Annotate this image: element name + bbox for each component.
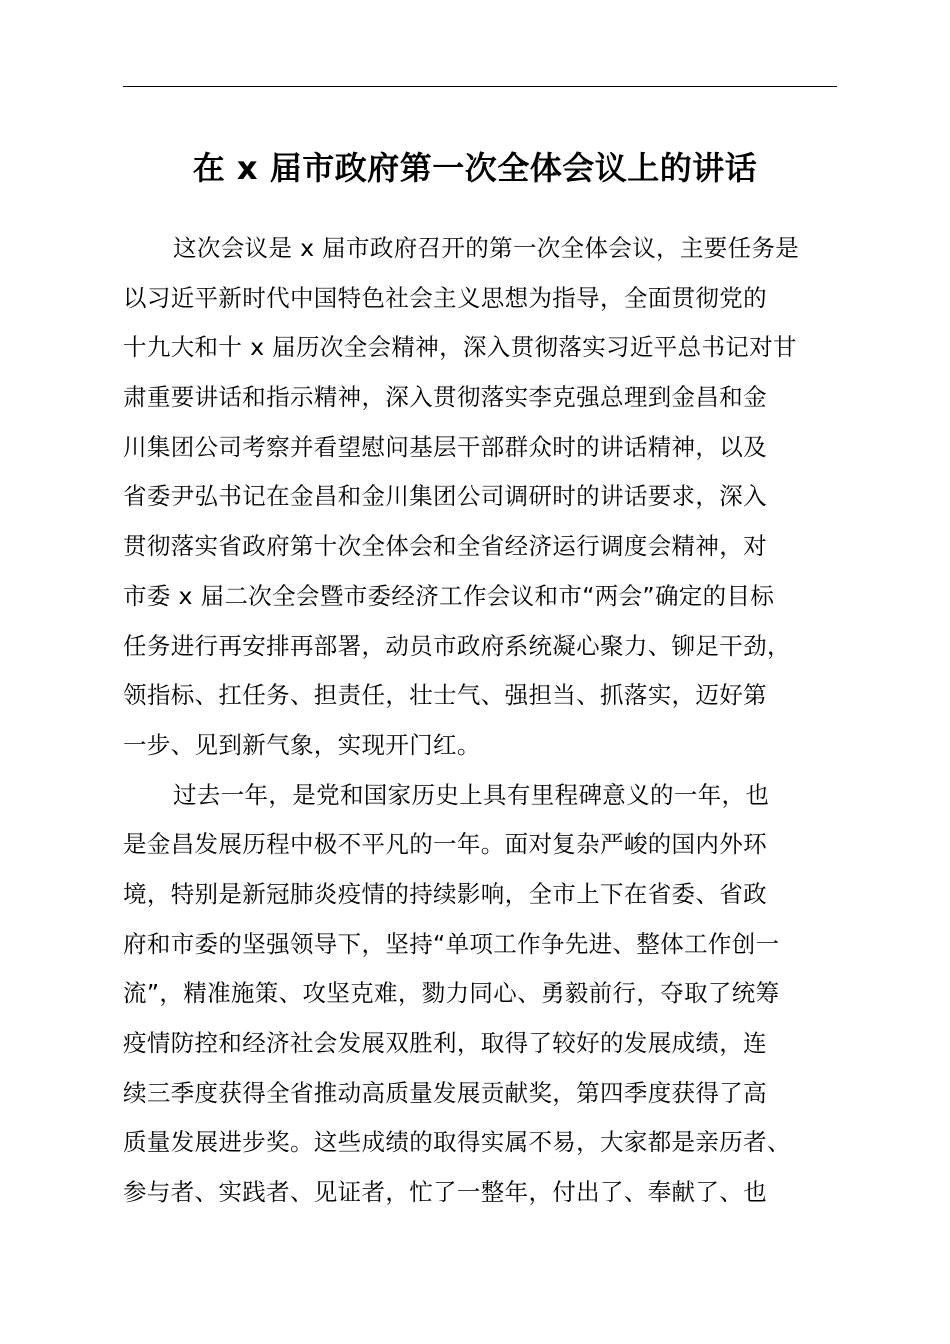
paragraph-line: 疫情防控和经济社会发展双胜利，取得了较好的发展成绩，连 (123, 1029, 767, 1057)
paragraph-line: 川集团公司考察并看望慰问基层干部群众时的讲话精神，以及 (123, 432, 767, 461)
paragraph-line: 质量发展进步奖。这些成绩的取得实属不易，大家都是亲历者、 (123, 1128, 791, 1157)
paragraph-line: 任务进行再安排再部署，动员市政府系统凝心聚力、铆足干劲， (123, 631, 791, 660)
paragraph-line: 流”，精准施策、攻坚克难，勠力同心、勇毅前行，夺取了统筹 (123, 979, 780, 1008)
paragraph-line: 境，特别是新冠肺炎疫情的持续影响，全市上下在省委、省政 (123, 879, 767, 908)
paragraph-line: 参与者、实践者、见证者，忙了一整年，付出了、奉献了、也 (123, 1178, 767, 1207)
paragraph-line: 肃重要讲话和指示精神，深入贯彻落实李克强总理到金昌和金 (123, 383, 767, 412)
document-body (123, 224, 843, 1218)
paragraph-line: 是金昌发展历程中极不平凡的一年。面对复杂严峻的国内外环 (123, 830, 767, 859)
paragraph-line: 省委尹弘书记在金昌和金川集团公司调研时的讲话要求，深入 (123, 482, 767, 511)
paragraph-line: 续三季度获得全省推动高质量发展贡献奖，第四季度获得了高 (123, 1078, 767, 1107)
paragraph-line: 领指标、扛任务、担责任，壮士气、强担当、抓落实，迈好第 (123, 681, 767, 710)
paragraph-line: 一步、见到新气象，实现开门红。 (123, 730, 481, 759)
header-rule (123, 86, 837, 87)
document-title: 在 x 届市政府第一次全体会议上的讲话 (192, 149, 758, 187)
paragraph-line: 府和市委的坚强领导下，坚持“单项工作争先进、整体工作创一 (123, 929, 780, 958)
paragraph-line: 过去一年，是党和国家历史上具有里程碑意义的一年，也 (173, 780, 770, 809)
paragraph-line: 市委 x 届二次全会暨市委经济工作会议和市“两会”确定的目标 (123, 581, 775, 610)
paragraph-line: 贯彻落实省政府第十次全体会和全省经济运行调度会精神，对 (123, 532, 767, 561)
paragraph-line: 这次会议是 x 届市政府召开的第一次全体会议，主要任务是 (173, 234, 800, 262)
paragraph-line: 以习近平新时代中国特色社会主义思想为指导，全面贯彻党的 (123, 283, 767, 312)
paragraph-line: 十九大和十 x 届历次全会精神，深入贯彻落实习近平总书记对甘 (123, 333, 797, 362)
